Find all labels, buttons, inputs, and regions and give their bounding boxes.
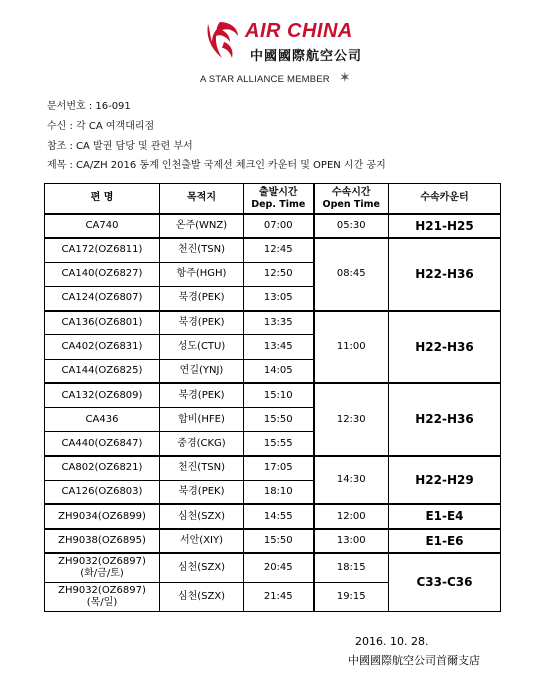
header-departure [244,184,314,214]
departure-cell: 18:10 [244,480,314,504]
departure-cell: 20:45 [244,553,314,582]
flight-cell: CA440(OZ6847) [45,432,160,456]
subject: 제목 : CA/ZH 2016 동계 인천출발 국제선 체크인 카운터 및 OPEN 시간 공지 [47,160,386,171]
header-departure-ko: 출발시간 [258,186,298,198]
departure-cell: 15:55 [244,432,314,456]
flight-days: (화/금/토) [80,567,124,579]
counter-cell: H22-H36 [389,311,501,384]
table-row [45,553,501,582]
open-time-cell: 14:30 [314,456,389,504]
destination-cell: 온주(WNZ) [160,214,244,238]
departure-cell: 07:00 [244,214,314,238]
flight-cell: CA802(OZ6821) [45,456,160,480]
departure-cell: 15:50 [244,529,314,553]
departure-cell: 21:45 [244,582,314,611]
document-number: 문서번호 : 16-091 [47,101,131,112]
departure-cell: 17:05 [244,456,314,480]
counter-cell: H22-H36 [389,383,501,456]
table-header-row [45,184,501,214]
flight-cell: CA436 [45,408,160,432]
flight-cell [45,582,160,611]
alliance-tagline: A STAR ALLIANCE MEMBER [200,74,330,85]
departure-cell: 12:45 [244,238,314,262]
departure-cell: 15:50 [244,408,314,432]
header-open-time [314,184,389,214]
destination-cell: 북경(PEK) [160,383,244,407]
destination-cell: 심천(SZX) [160,504,244,528]
destination-cell: 북경(PEK) [160,286,244,310]
counter-cell: H22-H36 [389,238,501,311]
checkin-schedule-table [44,183,501,612]
open-time-cell: 05:30 [314,214,389,238]
brand-name: AIR CHINA [245,20,353,42]
table-row [45,456,501,480]
flight-cell: CA124(OZ6807) [45,286,160,310]
flight-cell: CA136(OZ6801) [45,311,160,335]
header-flight: 편 명 [45,184,160,214]
counter-cell: E1-E4 [389,504,501,528]
departure-cell: 14:55 [244,504,314,528]
flight-number: ZH9032(OZ6897) [58,555,146,567]
header-destination: 목적지 [160,184,244,214]
flight-cell: ZH9034(OZ6899) [45,504,160,528]
table-row [45,311,501,335]
reference: 참조 : CA 발권 담당 및 관련 부서 [47,141,193,152]
flight-cell: CA402(OZ6831) [45,335,160,359]
flight-cell: CA740 [45,214,160,238]
table-row [45,383,501,407]
header-counter: 수속카운터 [389,184,501,214]
destination-cell: 북경(PEK) [160,311,244,335]
table-row [45,529,501,553]
open-time-cell: 19:15 [314,582,389,611]
open-time-cell: 18:15 [314,553,389,582]
counter-cell: C33-C36 [389,553,501,612]
destination-cell: 북경(PEK) [160,480,244,504]
destination-cell: 심천(SZX) [160,582,244,611]
flight-cell: CA140(OZ6827) [45,262,160,286]
flight-number: ZH9032(OZ6897) [58,584,146,596]
open-time-cell: 08:45 [314,238,389,311]
departure-cell: 13:45 [244,335,314,359]
open-time-cell: 12:30 [314,383,389,456]
flight-cell: CA172(OZ6811) [45,238,160,262]
air-china-logo [200,18,363,66]
counter-cell: H21-H25 [389,214,501,238]
destination-cell: 중경(CKG) [160,432,244,456]
air-china-phoenix-logo-icon [200,18,244,64]
departure-cell: 12:50 [244,262,314,286]
header-open-en: Open Time [322,198,380,210]
destination-cell: 성도(CTU) [160,335,244,359]
star-alliance-icon: ✶ [339,70,351,86]
header-departure-en: Dep. Time [251,198,306,210]
destination-cell: 연길(YNJ) [160,359,244,383]
flight-cell: CA126(OZ6803) [45,480,160,504]
counter-cell: E1-E6 [389,529,501,553]
flight-cell: CA144(OZ6825) [45,359,160,383]
destination-cell: 서안(XIY) [160,529,244,553]
open-time-cell: 13:00 [314,529,389,553]
open-time-cell: 12:00 [314,504,389,528]
header-open-ko: 수속시간 [331,186,371,198]
destination-cell: 천진(TSN) [160,238,244,262]
recipient: 수신 : 각 CA 여객대리점 [47,121,155,132]
flight-cell: ZH9038(OZ6895) [45,529,160,553]
destination-cell: 항주(HGH) [160,262,244,286]
destination-cell: 심천(SZX) [160,553,244,582]
flight-cell: CA132(OZ6809) [45,383,160,407]
departure-cell: 14:05 [244,359,314,383]
table-row [45,238,501,262]
counter-cell: H22-H29 [389,456,501,504]
destination-cell: 천진(TSN) [160,456,244,480]
departure-cell: 13:05 [244,286,314,310]
destination-cell: 합비(HFE) [160,408,244,432]
table-row [45,214,501,238]
issuer-name: 中國國際航空公司首爾支店 [348,654,480,667]
departure-cell: 13:35 [244,311,314,335]
flight-cell [45,553,160,582]
issue-date: 2016. 10. 28. [355,635,429,648]
open-time-cell: 11:00 [314,311,389,384]
flight-days: (목/일) [86,596,118,608]
table-row [45,504,501,528]
departure-cell: 15:10 [244,383,314,407]
brand-name-chinese: 中國國際航空公司 [250,49,363,64]
